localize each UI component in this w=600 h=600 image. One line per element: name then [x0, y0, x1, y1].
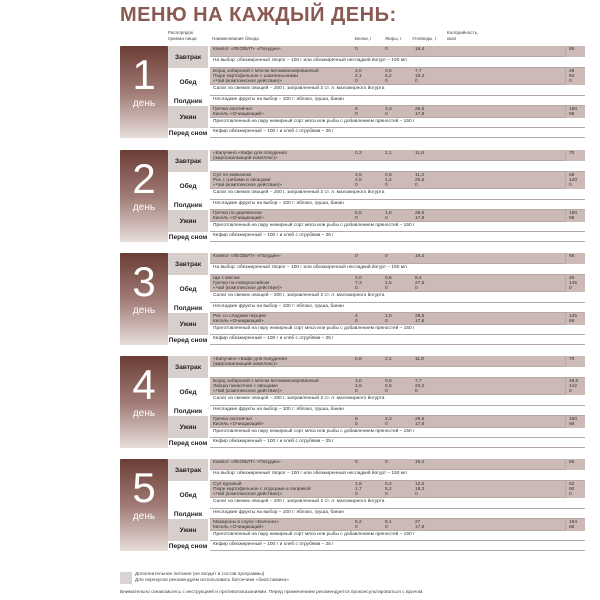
- note-text: Несладкие фрукты на выбор – 100 г: яблоко, груша, банан: [213, 201, 344, 206]
- header-dish: Наименование блюда: [212, 36, 259, 41]
- note-row: [210, 541, 585, 551]
- day-label: день: [132, 305, 156, 316]
- header-carbs: Углеводы, г: [412, 36, 437, 41]
- nutrient-p: 0,8: [355, 357, 362, 362]
- note-text: Несладкие фрукты на выбор – 100 г: яблоко, груша, банан: [213, 510, 344, 515]
- dish-name: Борщ сибирский с мясом витаминизированный Пюре картофельное с шампиньонами «Чай (комплексное действие)»: [213, 69, 319, 85]
- note-row: [210, 531, 585, 541]
- nutrient-c: 26,5 17,8: [415, 107, 425, 118]
- note-text: На выбор: обезжиренный творог – 100 г или обезжиренный несладкий йогурт – 150 мл: [213, 265, 407, 270]
- dish-row: [210, 459, 565, 470]
- day-number: 4: [132, 361, 156, 408]
- legend-text-1: Дополнительное питание (не входит в состав программы): [135, 572, 265, 577]
- meal-label-dinner: Ужин: [168, 519, 208, 541]
- nutrient-c: 27 17,8: [415, 520, 425, 531]
- nutrient-p: 5,5 0: [355, 211, 362, 222]
- meal-label-before-sleep: Перед сном: [168, 233, 208, 241]
- note-text: Приготовленный на пару нежирный сорт мяса или рыбы с добавлением пряностей – 150 г: [213, 223, 415, 228]
- meal-label-breakfast: Завтрак: [168, 46, 208, 68]
- kcal-value: 65: [565, 459, 585, 470]
- note-row: [210, 189, 585, 200]
- meal-label-dinner: Ужин: [168, 416, 208, 438]
- meal-label-before-sleep: Перед сном: [168, 439, 208, 447]
- kcal-value: 48,0 142 0: [565, 378, 585, 395]
- kcal-value: 194 68: [565, 519, 585, 531]
- nutrient-p: 3,5 4,5 0: [355, 173, 362, 189]
- dish-row: [210, 356, 565, 367]
- nutrient-f: 2,1: [385, 151, 392, 156]
- nutrient-c: 16,4: [415, 460, 425, 465]
- note-row: [210, 303, 585, 313]
- nutrient-p: 4 0: [355, 314, 358, 325]
- meal-label-snack: Полдник: [173, 304, 203, 312]
- header-kcal: Калорийность, ккал: [447, 30, 479, 41]
- dish-row: [210, 313, 565, 325]
- note-text: На выбор: обезжиренный творог – 100 г или обезжиренный несладкий йогурт – 150 мл: [213, 471, 407, 476]
- warning-text: Внимательно ознакомьтесь с инструкцией и противопоказаниями. Перед применением рекомендуется проконсультироваться с врачом.: [120, 590, 424, 595]
- meal-label-dinner: Ужин: [168, 210, 208, 232]
- note-text: Несладкие фрукты на выбор – 100 г: яблоко, груша, банан: [213, 407, 344, 412]
- day-label: день: [132, 98, 156, 109]
- day-number: 2: [132, 155, 156, 202]
- dish-name: Рис со сладким перцем Кисель «Очищающий»: [213, 314, 266, 325]
- note-text: Салат из свежих овощей – 200 г, заправленный 2 ст. л. маложирного йогурта: [213, 86, 385, 91]
- kcal-value: 68 120 0: [565, 172, 585, 189]
- dish-name: Компот «ЛЕОВИТ» «Похудин»: [213, 47, 281, 52]
- meal-label-dinner: Ужин: [168, 106, 208, 128]
- nutrient-f: 0,5 2,5 0: [385, 276, 392, 292]
- dish-name: Борщ сибирский с мясом витаминизированный Лапша пикантная с овощами «Чай (комплексное действие)»: [213, 379, 319, 395]
- nutrient-f: 3,3 0: [385, 417, 392, 428]
- note-row: [210, 128, 585, 138]
- note-row: [210, 118, 585, 128]
- note-text: Приготовленный на пару нежирный сорт мяса или рыбы с добавлением пряностей – 150 г: [213, 532, 415, 537]
- note-row: [210, 438, 585, 448]
- kcal-value: 160 68: [565, 106, 585, 118]
- header-protein: Белки, г: [355, 36, 372, 41]
- note-row: [210, 85, 585, 96]
- nutrient-c: 7,7 23,2 0: [415, 379, 425, 395]
- nutrient-f: 0: [385, 47, 388, 52]
- meal-label-breakfast: Завтрак: [168, 356, 208, 378]
- note-text: Кефир обезжиренный – 100 г и хлеб с отрубями – 25 г: [213, 542, 335, 547]
- day-label: день: [132, 202, 156, 213]
- dish-row: [210, 46, 565, 57]
- nutrient-f: 2,1: [385, 357, 392, 362]
- nutrient-f: 0,9 1,2 0: [385, 173, 392, 189]
- dish-name: Суп по-кавказски Рис с грибами и овощами «Чай (комплексное действие)»: [213, 173, 283, 189]
- note-row: [210, 470, 585, 481]
- dish-name: «Капучино «Кафе для похудения (жиросжигающий комплекс)»: [213, 357, 287, 368]
- legend-text-2: Для перекусов рекомендуем использовать батончики «биоСлимика»: [135, 578, 289, 583]
- nutrient-f: 1,8 0: [385, 211, 392, 222]
- note-text: Салат из свежих овощей – 200 г, заправленный 2 ст. л. маложирного йогурта: [213, 190, 385, 195]
- nutrient-c: 16,4: [415, 254, 425, 259]
- dish-name: «Капучино «Кафе для похудения (жиросжигающий комплекс)»: [213, 151, 287, 162]
- nutrient-p: 6 0: [355, 107, 358, 118]
- dish-row: [210, 378, 565, 395]
- dish-name: Гречка по-деревенски Кисель «Очищающий»: [213, 211, 264, 222]
- meal-label-lunch: Обед: [179, 388, 197, 396]
- meal-label-snack: Полдник: [173, 201, 203, 209]
- day-number: 1: [132, 51, 156, 98]
- note-row: [210, 161, 585, 172]
- meal-label-snack: Полдник: [173, 97, 203, 105]
- meal-label-snack: Полдник: [173, 510, 203, 518]
- day-number: 5: [132, 464, 156, 511]
- note-text: Несладкие фрукты на выбор – 100 г: яблоко, груша, банан: [213, 304, 344, 309]
- dish-row: [210, 416, 565, 428]
- dish-row: [210, 68, 565, 85]
- nutrient-c: 8,4 27,5 0: [415, 276, 425, 292]
- nutrient-c: 11,3 25,6 0: [415, 173, 425, 189]
- kcal-value: 150 68: [565, 210, 585, 222]
- nutrient-f: 0,6 5,2 0: [385, 69, 392, 85]
- nutrient-c: 11,8: [415, 357, 424, 362]
- dish-row: [210, 106, 565, 118]
- day-number-badge: [120, 46, 168, 138]
- nutrient-p: 0: [355, 47, 358, 52]
- note-text: Салат из свежих овощей – 200 г, заправленный 2 ст. л. маложирного йогурта: [213, 293, 385, 298]
- nutrient-p: 3,0 2,6 0: [355, 379, 362, 395]
- meal-label-before-sleep: Перед сном: [168, 542, 208, 550]
- meal-label-breakfast: Завтрак: [168, 459, 208, 481]
- note-row: [210, 428, 585, 438]
- meal-label-breakfast: Завтрак: [168, 150, 208, 172]
- dish-row: [210, 210, 565, 222]
- note-row: [210, 232, 585, 242]
- day-block: [120, 150, 600, 254]
- day-number-badge: [120, 356, 168, 448]
- note-row: [210, 406, 585, 416]
- dish-row: [210, 253, 565, 264]
- meal-label-dinner: Ужин: [168, 313, 208, 335]
- note-text: Несладкие фрукты на выбор – 100 г: яблоко, груша, банан: [213, 97, 344, 102]
- nutrient-c: 7,7 19,2 0: [415, 69, 425, 85]
- day-block: [120, 459, 600, 563]
- nutrient-p: 0,3: [355, 151, 362, 156]
- note-text: Кефир обезжиренный – 100 г и хлеб с отрубями – 25 г: [213, 336, 335, 341]
- nutrient-p: 3,0 2,1 0: [355, 69, 362, 85]
- dish-name: Гречка охотничья Кисель «Очищающий»: [213, 107, 264, 118]
- note-row: [210, 96, 585, 106]
- note-row: [210, 395, 585, 406]
- nutrient-p: 5,2 0: [355, 520, 362, 531]
- nutrient-f: 0: [385, 460, 388, 465]
- meal-label-snack: Полдник: [173, 407, 203, 415]
- note-text: Салат из свежих овощей – 200 г, заправленный 2 ст. л. маложирного йогурта: [213, 499, 385, 504]
- nutrient-f: 0,4 5,2 0: [385, 482, 392, 498]
- day-label: день: [132, 511, 156, 522]
- nutrient-f: 0: [385, 254, 388, 259]
- day-number-badge: [120, 150, 168, 242]
- meal-label-lunch: Обед: [179, 491, 197, 499]
- dish-name: Гречка охотничья Кисель «Очищающий»: [213, 417, 264, 428]
- kcal-value: 145 68: [565, 313, 585, 325]
- note-row: [210, 367, 585, 378]
- dish-row: [210, 172, 565, 189]
- dish-row: [210, 150, 565, 161]
- note-row: [210, 498, 585, 509]
- page-title: МЕНЮ НА КАЖДЫЙ ДЕНЬ:: [120, 4, 397, 26]
- note-text: Кефир обезжиренный – 100 г и хлеб с отрубями – 25 г: [213, 129, 335, 134]
- note-text: Приготовленный на пару нежирный сорт мяса или рыбы с добавлением пряностей – 150 г: [213, 119, 415, 124]
- day-label: день: [132, 408, 156, 419]
- nutrient-p: 0: [355, 460, 358, 465]
- dish-name: Щи с мясом Гречка по-новороссийски «Чай (комплексное действие)»: [213, 276, 283, 292]
- meal-label-before-sleep: Перед сном: [168, 336, 208, 344]
- kcal-value: 62 90 0: [565, 481, 585, 498]
- note-text: Приготовленный на пару нежирный сорт мяса или рыбы с добавлением пряностей – 150 г: [213, 429, 415, 434]
- note-text: Салат из свежих овощей – 200 г, заправленный 2 ст. л. маложирного йогурта: [213, 396, 385, 401]
- note-row: [210, 335, 585, 345]
- day-block: [120, 356, 600, 460]
- legend-swatch: [120, 572, 132, 584]
- dish-name: Суп куриный Пюре картофельное с огурцами и паприкой «Чай (комплексное действие)»: [213, 482, 311, 498]
- nutrient-c: 16,4: [415, 47, 425, 52]
- note-row: [210, 222, 585, 232]
- note-row: [210, 264, 585, 275]
- nutrient-c: 11,8: [415, 151, 424, 156]
- kcal-value: 46 145 0: [565, 275, 585, 292]
- nutrient-c: 26,5 17,8: [415, 417, 425, 428]
- kcal-value: 70: [565, 356, 585, 367]
- kcal-value: 65: [565, 253, 585, 264]
- nutrient-p: 0: [355, 254, 358, 259]
- header-schedule: Распорядок приема пищи: [168, 30, 197, 41]
- kcal-value: 48 93 0: [565, 68, 585, 85]
- day-block: [120, 46, 600, 150]
- dish-row: [210, 481, 565, 498]
- note-row: [210, 200, 585, 210]
- nutrient-c: 12,0 18,3 0: [415, 482, 425, 498]
- note-row: [210, 325, 585, 335]
- dish-name: Компот «ЛЕОВИТ» «Похудин»: [213, 254, 281, 259]
- nutrient-f: 1,0 0: [385, 314, 392, 325]
- meal-label-lunch: Обед: [179, 78, 197, 86]
- nutrient-p: 2,0 7,3 0: [355, 276, 362, 292]
- meal-label-lunch: Обед: [179, 182, 197, 190]
- note-text: Кефир обезжиренный – 100 г и хлеб с отрубями – 25 г: [213, 233, 335, 238]
- dish-row: [210, 275, 565, 292]
- nutrient-f: 3,3 0: [385, 107, 392, 118]
- dish-name: Макароны в соусе «Болонез» Кисель «Очищающий»: [213, 520, 280, 531]
- meal-label-lunch: Обед: [179, 285, 197, 293]
- nutrient-c: 28,5 17,8: [415, 211, 425, 222]
- nutrient-p: 1,8 1,7 0: [355, 482, 362, 498]
- note-row: [210, 292, 585, 303]
- kcal-value: 65: [565, 46, 585, 57]
- meal-label-before-sleep: Перед сном: [168, 129, 208, 137]
- header-fat: Жиры, г: [385, 36, 402, 41]
- day-number-badge: [120, 253, 168, 345]
- kcal-value: 160 68: [565, 416, 585, 428]
- dish-name: Компот «ЛЕОВИТ» «Похудин»: [213, 460, 281, 465]
- note-text: Кефир обезжиренный – 100 г и хлеб с отрубями – 25 г: [213, 439, 335, 444]
- note-row: [210, 509, 585, 519]
- dish-row: [210, 519, 565, 531]
- meal-label-breakfast: Завтрак: [168, 253, 208, 275]
- nutrient-f: 0,6 5,5 0: [385, 379, 392, 395]
- day-block: [120, 253, 600, 357]
- note-row: [210, 57, 585, 68]
- day-number-badge: [120, 459, 168, 551]
- nutrient-p: 6 0: [355, 417, 358, 428]
- nutrient-f: 8,1 0: [385, 520, 392, 531]
- kcal-value: 70: [565, 150, 585, 161]
- day-number: 3: [132, 258, 156, 305]
- note-text: Приготовленный на пару нежирный сорт мяса или рыбы с добавлением пряностей – 150 г: [213, 326, 415, 331]
- nutrient-c: 29,5 17,8: [415, 314, 425, 325]
- note-text: На выбор: обезжиренный творог – 100 г или обезжиренный несладкий йогурт – 150 мл: [213, 58, 407, 63]
